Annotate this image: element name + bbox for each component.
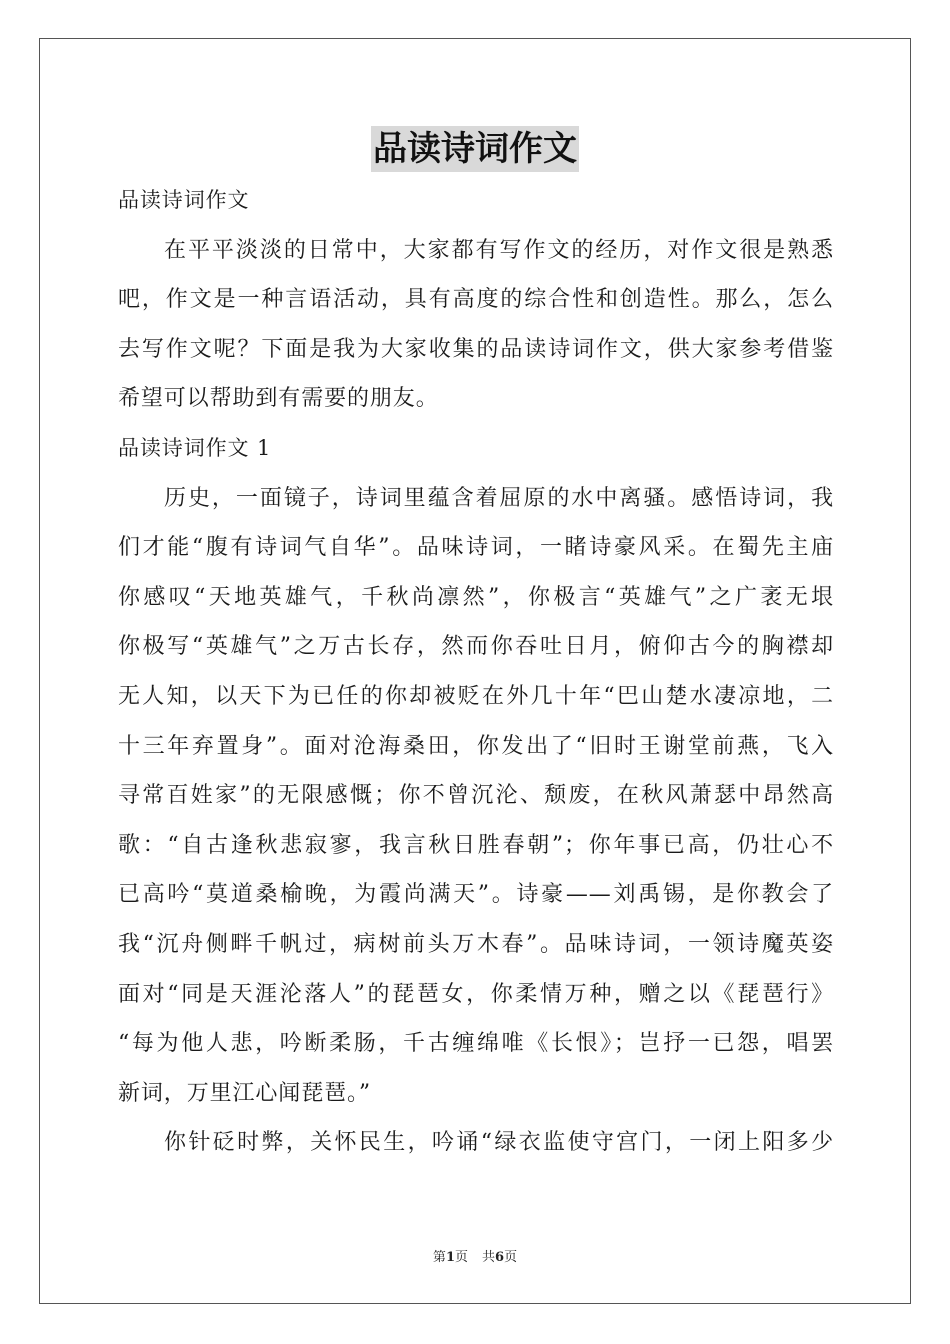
paragraph-line: 我“沉舟侧畔千帆过，病树前头万木春”。品味诗词，一领诗魔英姿 (118, 931, 834, 957)
paragraph-line: 在平平淡淡的日常中，大家都有写作文的经历，对作文很是熟悉 (164, 237, 834, 263)
total-suffix: 页 (504, 1250, 518, 1265)
paragraph-line: 历史，一面镜子，诗词里蕴含着屈原的水中离骚。感悟诗词，我 (164, 485, 834, 511)
paragraph-line: 希望可以帮助到有需要的朋友。 (118, 386, 439, 412)
paragraph-line: 你感叹“天地英雄气，千秋尚凛然”，你极言“英雄气”之广袤无垠 (118, 584, 834, 610)
paragraph-line: 寻常百姓家”的无限感慨；你不曾沉沦、颓废，在秋风萧瑟中昂然高 (118, 783, 834, 809)
paragraph-line: “每为他人悲，吟断柔肠，千古缠绵唯《长恨》；岂抒一已怨，唱罢 (118, 1031, 834, 1057)
paragraph-line: 你针砭时弊，关怀民生，吟诵“绿衣监使守宫门，一闭上阳多少 (164, 1130, 834, 1156)
paragraph-line: 新词，万里江心闻琵琶。” (118, 1080, 372, 1106)
paragraph-line: 十三年弃置身”。面对沧海桑田，你发出了“旧时王谢堂前燕，飞入 (118, 733, 834, 759)
document-body (118, 176, 834, 1168)
section-heading: 品读诗词作文 1 (118, 435, 272, 460)
paragraph-line: 们才能“腹有诗词气自华”。品味诗词，一睹诗豪风采。在蜀先主庙 (118, 535, 834, 561)
paragraph-line: 无人知，以天下为已任的你却被贬在外几十年“巴山楚水凄凉地，二 (118, 683, 834, 709)
paragraph-line: 面对“同是天涯沦落人”的琵琶女，你柔情万种，赠之以《琵琶行》 (118, 981, 834, 1007)
paragraph-line: 你极写“英雄气”之万古长存，然而你吞吐日月，俯仰古今的胸襟却 (118, 634, 834, 660)
page-footer (0, 1246, 950, 1265)
document-title: 品读诗词作文 (371, 126, 579, 172)
section-heading: 品读诗词作文 (118, 188, 250, 212)
total-prefix: 共 (482, 1250, 496, 1265)
page-current: 1 (445, 1250, 455, 1265)
paragraph-line: 已高吟“莫道桑榆晚，为霞尚满天”。诗豪——刘禹锡，是你教会了 (118, 882, 834, 908)
paragraph-line: 歌：“自古逢秋悲寂寥，我言秋日胜春朝”；你年事已高，仍壮心不 (118, 832, 834, 858)
paragraph-line: 去写作文呢？下面是我为大家收集的品读诗词作文，供大家参考借鉴 (118, 336, 834, 362)
paragraph-line: 吧，作文是一种言语活动，具有高度的综合性和创造性。那么，怎么 (118, 287, 834, 313)
page-suffix: 页 (454, 1250, 468, 1265)
page-prefix: 第 (432, 1250, 446, 1265)
title-container (0, 126, 950, 172)
page-total: 6 (495, 1250, 505, 1265)
